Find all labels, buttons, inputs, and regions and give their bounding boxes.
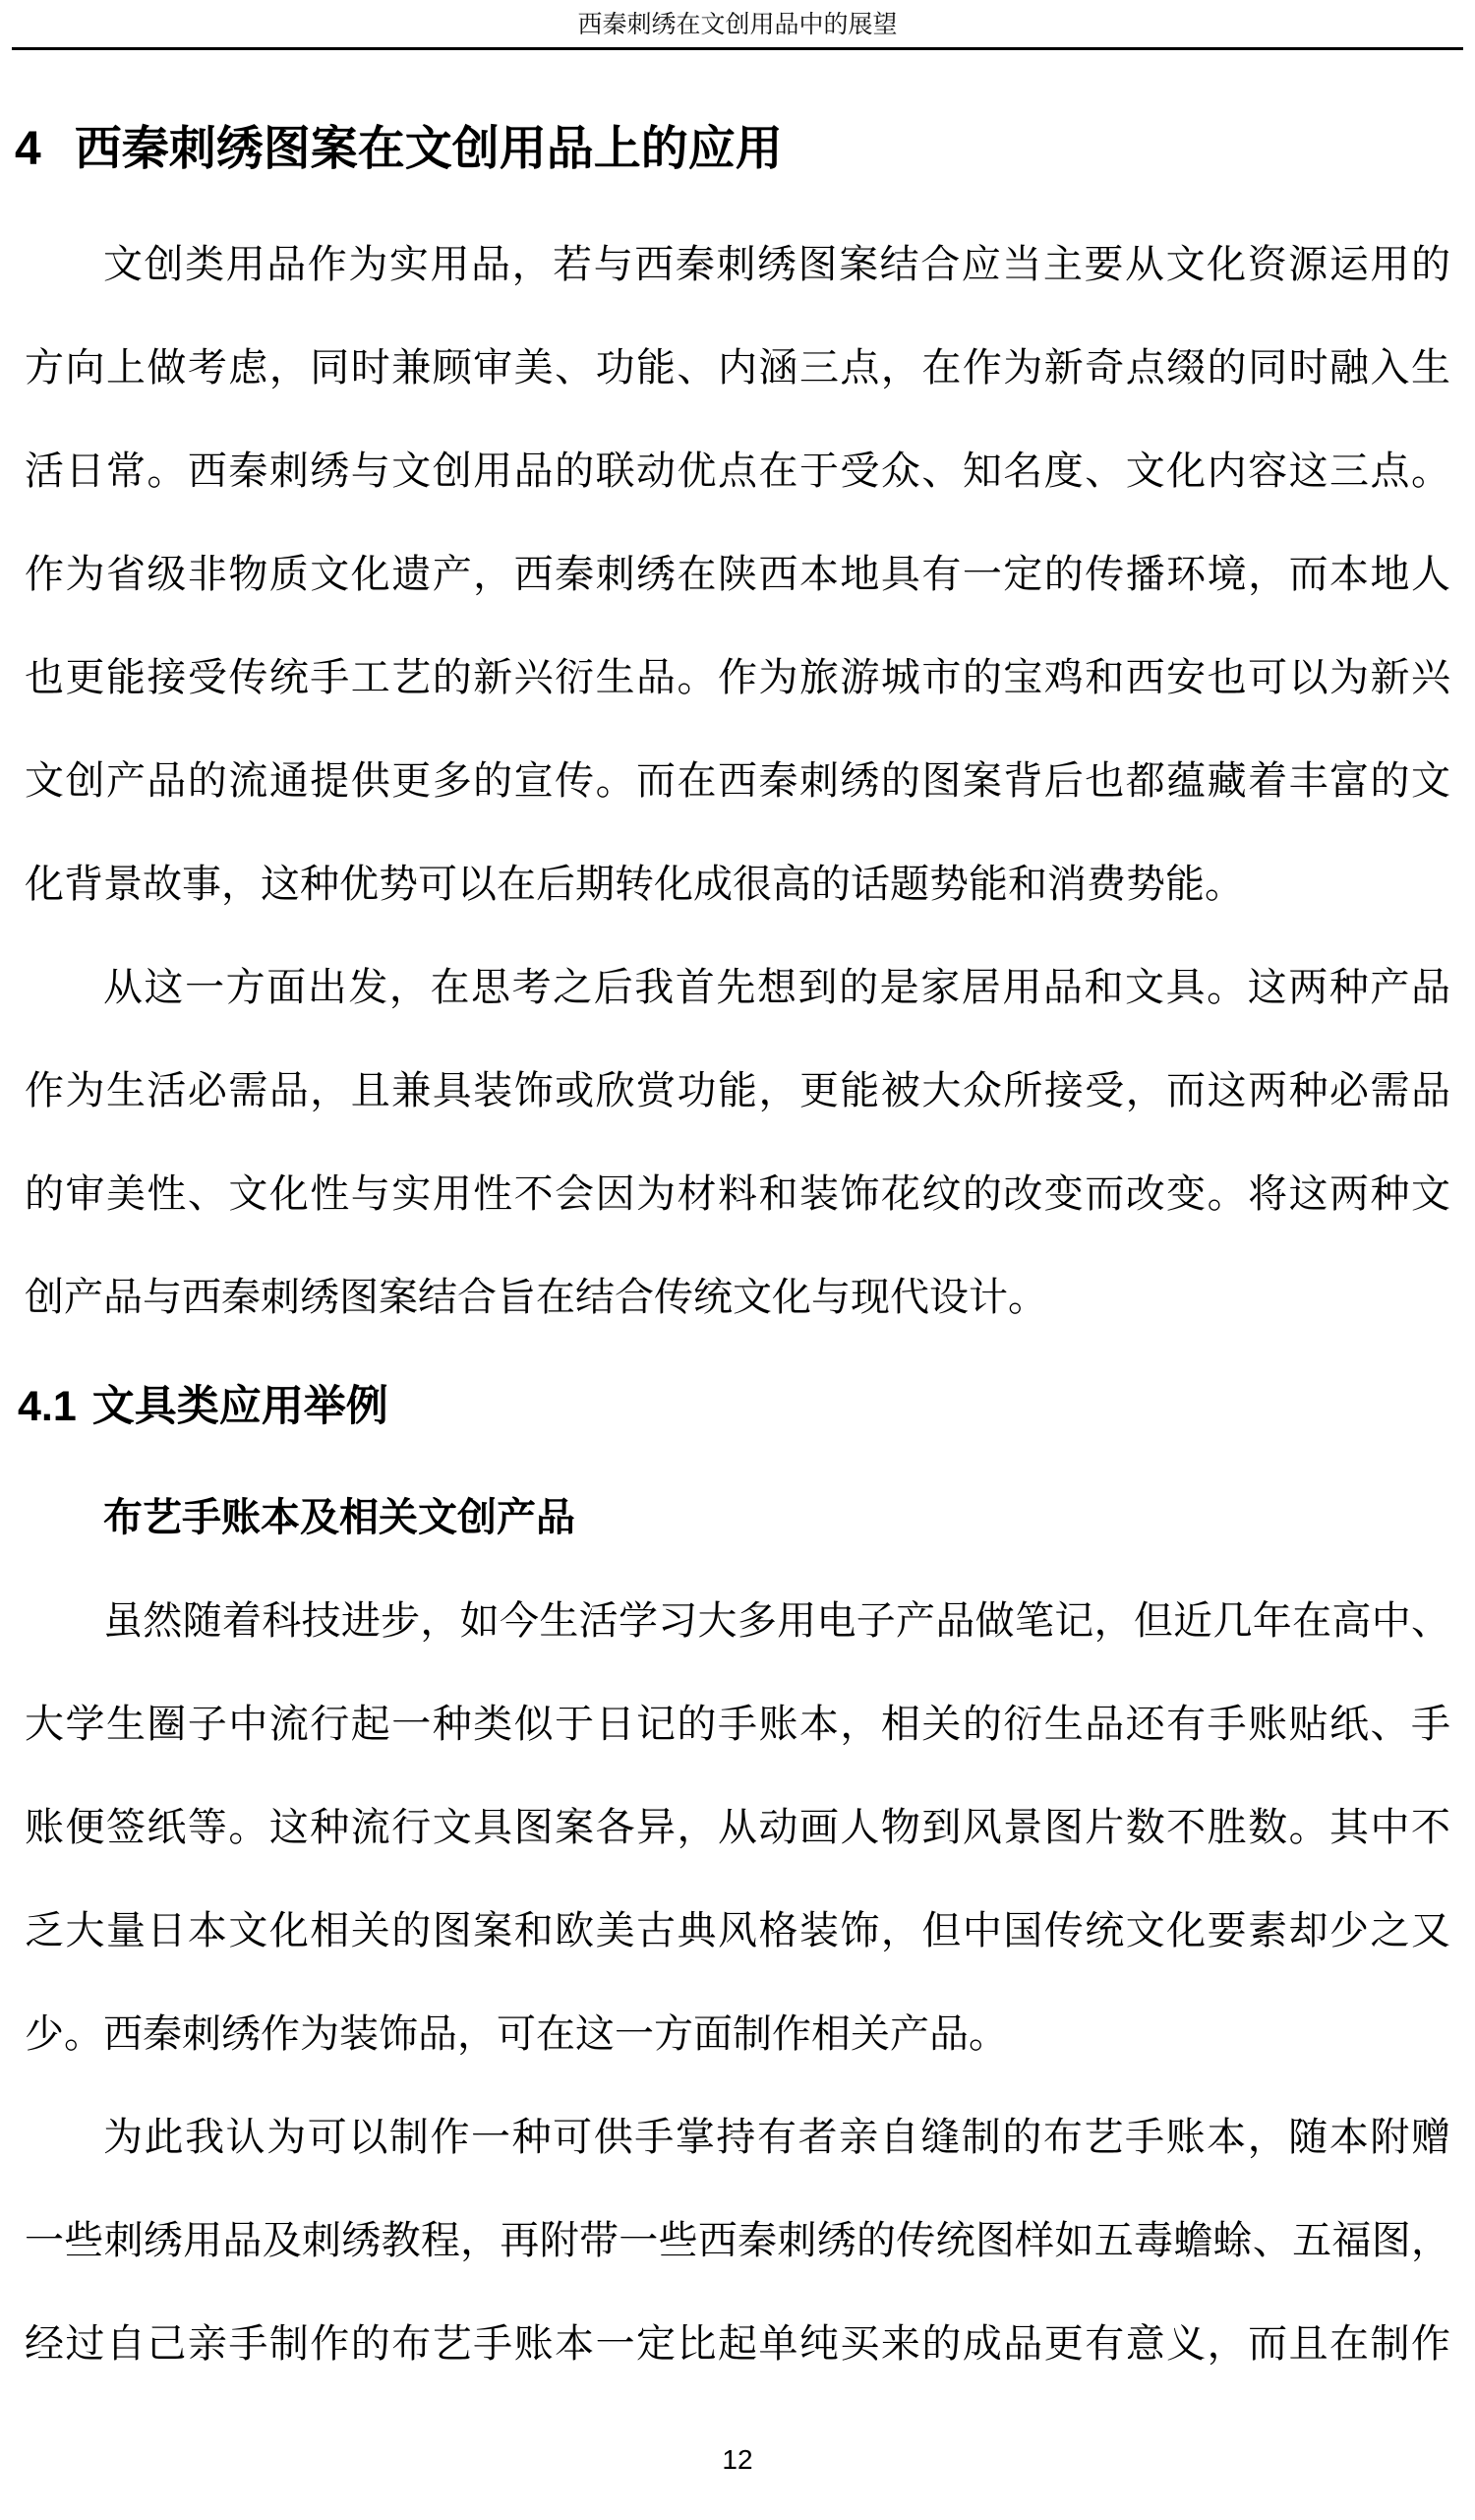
chapter-title: 西秦刺绣图案在文创用品上的应用 [74, 123, 783, 175]
page-number: 12 [722, 2444, 753, 2475]
paragraph-line: 方向上做考虑，同时兼顾审美、功能、内涵三点，在作为新奇点缀的同时融入生 [25, 346, 1450, 390]
paragraph-line: 从这一方面出发，在思考之后我首先想到的是家居用品和文具。这两种产品 [103, 966, 1450, 1009]
paragraph-line: 大学生圈子中流行起一种类似于日记的手账本，相关的衍生品还有手账贴纸、手 [25, 1703, 1450, 1746]
paragraph-2 [0, 936, 1475, 1350]
chapter-heading [15, 119, 1450, 180]
paragraph-line: 少。西秦刺绣作为装饰品，可在这一方面制作相关产品。 [25, 2012, 1008, 2056]
paragraph-1 [0, 213, 1475, 936]
paragraph-line: 文创产品的流通提供更多的宣传。而在西秦刺绣的图案背后也都蕴藏着丰富的文 [25, 759, 1450, 803]
paragraph-line: 作为省级非物质文化遗产，西秦刺绣在陕西本地具有一定的传播环境，而本地人 [25, 553, 1450, 596]
section-number: 4.1 [18, 1383, 77, 1430]
paragraph-line: 作为生活必需品，且兼具装饰或欣赏功能，更能被大众所接受，而这两种必需品 [25, 1069, 1450, 1112]
paragraph-line: 化背景故事，这种优势可以在后期转化成很高的话题势能和消费势能。 [25, 863, 1244, 906]
paragraph-3 [0, 1570, 1475, 2086]
paragraph-line: 也更能接受传统手工艺的新兴衍生品。作为旅游城市的宝鸡和西安也可以为新兴 [25, 656, 1450, 699]
section-heading-4-1 [18, 1377, 1450, 1436]
header-rule [12, 47, 1463, 50]
paragraph-line: 的审美性、文化性与实用性不会因为材料和装饰花纹的改变而改变。将这两种文 [25, 1172, 1450, 1216]
paragraph-line: 账便签纸等。这种流行文具图案各异，从动画人物到风景图片数不胜数。其中不 [25, 1806, 1450, 1849]
section-title: 文具类应用举例 [91, 1383, 388, 1430]
paragraph-line: 一些刺绣用品及刺绣教程，再附带一些西秦刺绣的传统图样如五毒蟾蜍、五福图， [25, 2219, 1450, 2262]
paragraph-line: 创产品与西秦刺绣图案结合旨在结合传统文化与现代设计。 [25, 1276, 1047, 1319]
paragraph-line: 乏大量日本文化相关的图案和欧美古典风格装饰，但中国传统文化要素却少之又 [25, 1909, 1450, 1952]
paragraph-line: 文创类用品作为实用品，若与西秦刺绣图案结合应当主要从文化资源运用的 [103, 243, 1450, 286]
paragraph-line: 虽然随着科技进步，如今生活学习大多用电子产品做笔记，但近几年在高中、 [103, 1599, 1450, 1643]
document-body [0, 213, 1475, 2396]
paragraph-4 [0, 2086, 1475, 2396]
chapter-number: 4 [15, 123, 41, 175]
running-header: 西秦刺绣在文创用品中的展望 [577, 11, 898, 38]
paragraph-line: 为此我认为可以制作一种可供手掌持有者亲自缝制的布艺手账本，随本附赠 [103, 2116, 1450, 2159]
subheading-cloth-journal: 布艺手账本及相关文创产品 [103, 1496, 575, 1539]
paragraph-line: 活日常。西秦刺绣与文创用品的联动优点在于受众、知名度、文化内容这三点。 [25, 450, 1450, 493]
paragraph-line: 经过自己亲手制作的布艺手账本一定比起单纯买来的成品更有意义，而且在制作 [25, 2322, 1450, 2366]
